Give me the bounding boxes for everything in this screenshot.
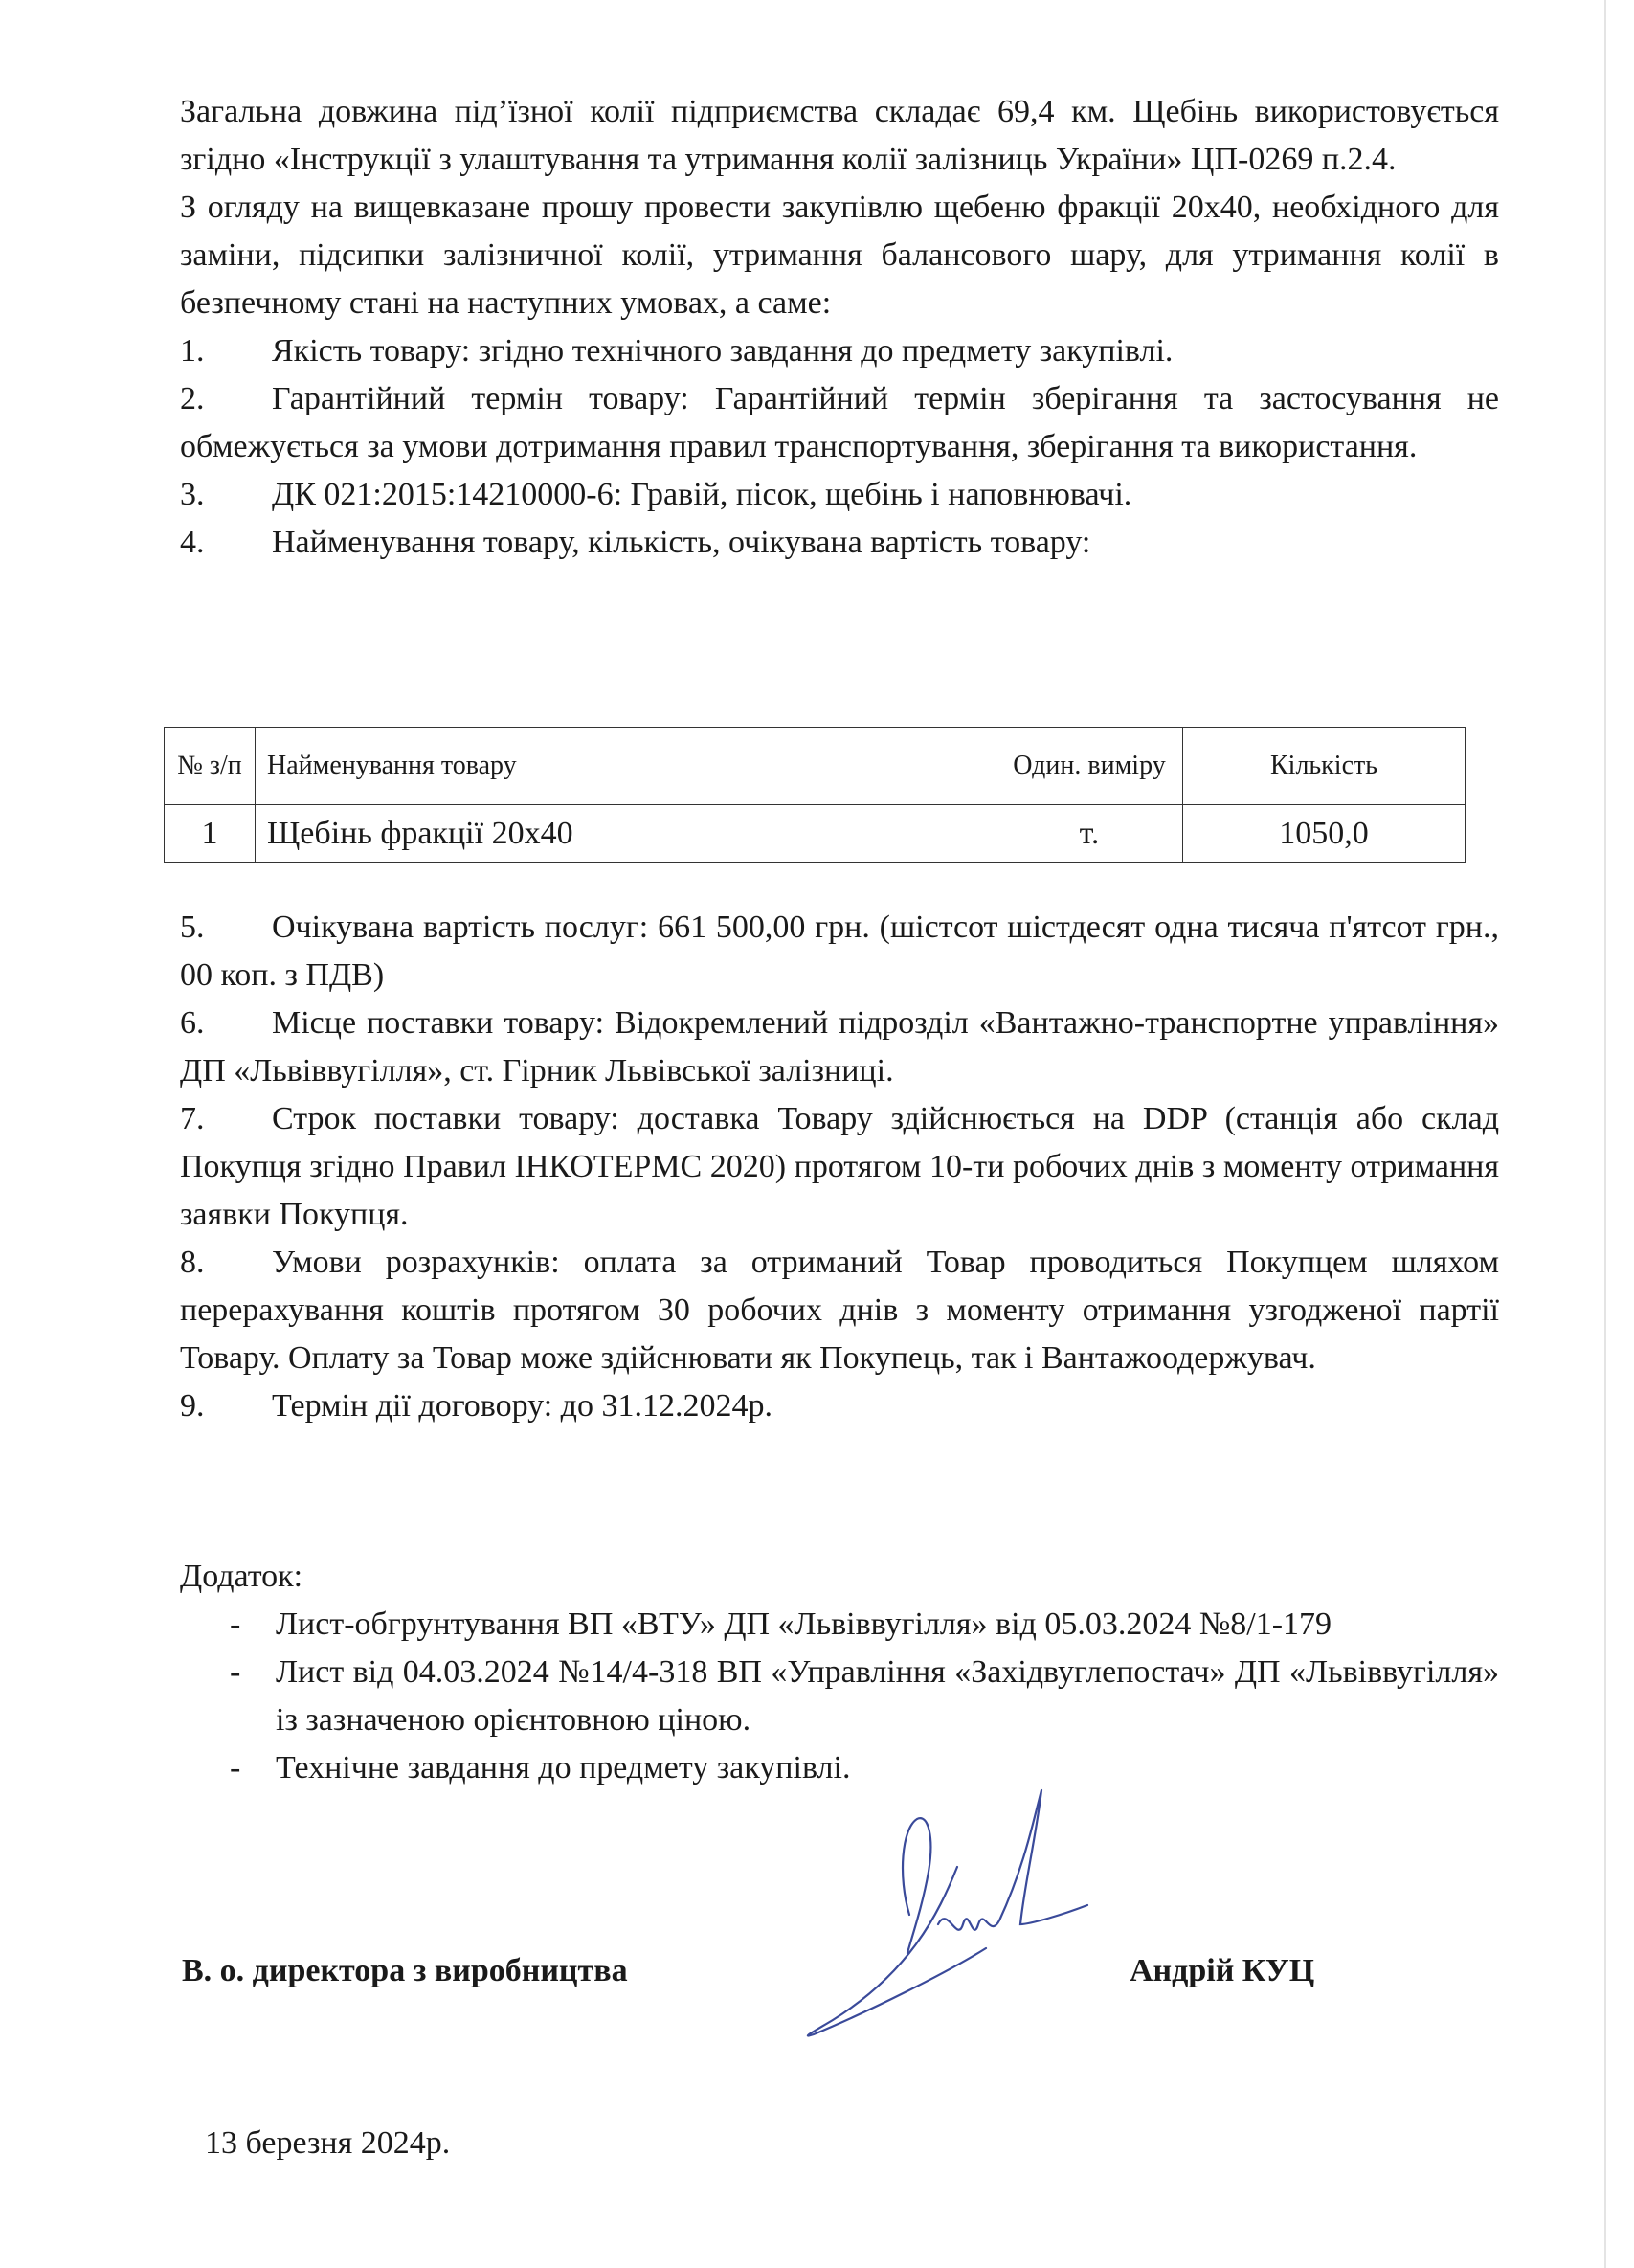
- document-date: 13 березня 2024р.: [205, 2125, 451, 2161]
- goods-table: [164, 727, 1466, 863]
- list-item: [180, 1382, 1499, 1430]
- item-number: 1.: [180, 333, 205, 369]
- cell-unit: т.: [996, 805, 1183, 863]
- header-num: № з/п: [165, 728, 256, 805]
- list-item: [180, 904, 1499, 999]
- item-text: ДК 021:2015:14210000-6: Гравій, пісок, щебінь і наповнювачі.: [272, 477, 1132, 512]
- addendum-title: Додаток:: [180, 1559, 303, 1594]
- item-text: Найменування товару, кількість, очікувана вартість товару:: [272, 525, 1091, 560]
- item-number: 9.: [180, 1388, 205, 1424]
- addendum-section: [180, 1553, 1499, 1792]
- header-qty: Кількість: [1183, 728, 1466, 805]
- list-item: [180, 999, 1499, 1095]
- addendum-item: [180, 1601, 1499, 1649]
- addendum-text: Лист від 04.03.2024 №14/4-318 ВП «Управління «Західвуглепостач» ДП «Львіввугілля» із зазначеною орієнтовною ціною.: [276, 1654, 1499, 1738]
- list-item: [180, 375, 1499, 471]
- item-text: Гарантійний термін товару: Гарантійний термін зберігання та застосування не обмежується за умови дотримання правил транспортування, зберігання та використання.: [180, 381, 1499, 464]
- addendum-text: Лист-обгрунтування ВП «ВТУ» ДП «Львіввугілля» від 05.03.2024 №8/1-179: [276, 1606, 1332, 1642]
- item-number: 8.: [180, 1245, 205, 1280]
- intro-paragraph-1: Загальна довжина під’їзної колії підприємства складає 69,4 км. Щебінь використовується згідно «Інструкції з улаштування та утримання колії залізниць України» ЦП-0269 п.2.4.: [180, 94, 1499, 177]
- addendum-item: [180, 1649, 1499, 1744]
- dash-marker: -: [230, 1654, 241, 1690]
- header-name: Найменування товару: [256, 728, 996, 805]
- item-text: Умови розрахунків: оплата за отриманий Товар проводиться Покупцем шляхом перерахування коштів протягом 30 робочих днів з моменту отримання узгодженої партії Товару. Оплату за Товар може здійснювати як Покупець, так і Вантажоодержувач.: [180, 1245, 1499, 1376]
- list-item: [180, 1095, 1499, 1239]
- list-item: [180, 519, 1499, 567]
- handwritten-signature: [795, 1781, 1120, 2097]
- document-body-top: [180, 88, 1499, 567]
- item-text: Термін дії договору: до 31.12.2024р.: [272, 1388, 772, 1424]
- dash-marker: -: [230, 1606, 241, 1642]
- signatory-title: В. о. директора з виробництва: [182, 1953, 628, 1988]
- dash-marker: -: [230, 1750, 241, 1785]
- addendum-text: Технічне завдання до предмету закупівлі.: [276, 1750, 851, 1785]
- table-header-row: [165, 728, 1466, 805]
- header-unit: Один. виміру: [996, 728, 1183, 805]
- signatory-name: Андрій КУЦ: [1130, 1953, 1315, 1988]
- item-text: Якість товару: згідно технічного завдання до предмету закупівлі.: [272, 333, 1174, 369]
- item-number: 7.: [180, 1101, 205, 1136]
- list-item: [180, 471, 1499, 519]
- cell-qty: 1050,0: [1183, 805, 1466, 863]
- intro-paragraph-2: З огляду на вищевказане прошу провести закупівлю щебеню фракції 20х40, необхідного для заміни, підсипки залізничної колії, утримання балансового шару, для утримання колії в безпечному стані на наступних умовах, а саме:: [180, 190, 1499, 321]
- item-number: 4.: [180, 525, 205, 560]
- table-row: [165, 805, 1466, 863]
- cell-name: Щебінь фракції 20х40: [256, 805, 996, 863]
- item-number: 3.: [180, 477, 205, 512]
- item-text: Строк поставки товару: доставка Товару здійснюється на DDP (станція або склад Покупця згідно Правил ІНКОТЕРМС 2020) протягом 10-ти робочих днів з моменту отримання заявки Покупця.: [180, 1101, 1499, 1232]
- list-item: [180, 1239, 1499, 1382]
- list-item: [180, 327, 1499, 375]
- item-number: 6.: [180, 1005, 205, 1041]
- cell-num: 1: [165, 805, 256, 863]
- item-text: Очікувана вартість послуг: 661 500,00 грн. (шістсот шістдесят одна тисяча п'ятсот грн., 00 коп. з ПДВ): [180, 909, 1499, 993]
- document-body-bottom: [180, 904, 1499, 1430]
- scan-edge-line: [1604, 0, 1606, 2268]
- item-number: 2.: [180, 381, 205, 416]
- item-number: 5.: [180, 909, 205, 945]
- item-text: Місце поставки товару: Відокремлений підрозділ «Вантажно-транспортне управління» ДП «Львіввугілля», ст. Гірник Львівської залізниці.: [180, 1005, 1499, 1089]
